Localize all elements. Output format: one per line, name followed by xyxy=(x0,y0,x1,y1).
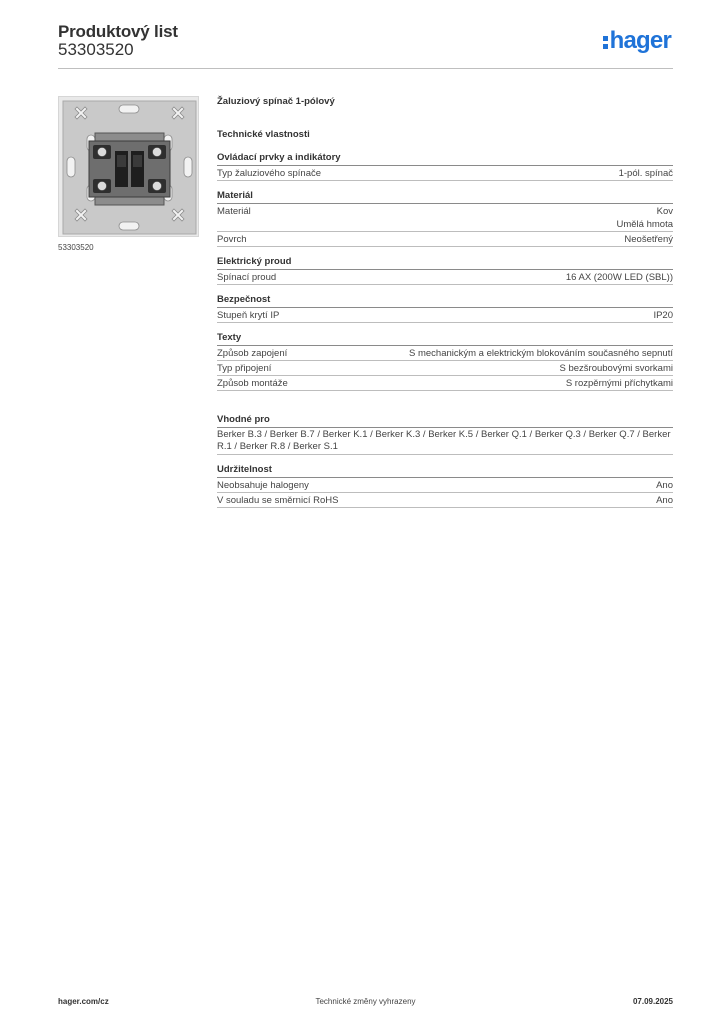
spec-row xyxy=(217,232,673,247)
section-title: Elektrický proud xyxy=(217,256,673,270)
spec-row xyxy=(217,361,673,376)
logo-dots-icon xyxy=(603,33,609,49)
spec-row xyxy=(217,270,673,285)
spec-row xyxy=(217,204,673,232)
spec-value xyxy=(617,205,674,231)
section-suitable-for xyxy=(217,414,673,455)
section-safety xyxy=(217,294,673,323)
spec-value-line: Kov xyxy=(656,206,673,217)
spec-value: S rozpěrnými příchytkami xyxy=(565,378,673,389)
product-name: Žaluziový spínač 1-pólový xyxy=(217,96,335,107)
spec-label: Spínací proud xyxy=(217,272,277,283)
section-electrical xyxy=(217,256,673,285)
section-controls xyxy=(217,152,673,181)
section-title: Texty xyxy=(217,332,673,346)
spec-row xyxy=(217,308,673,323)
image-caption: 53303520 xyxy=(58,243,94,252)
spec-row xyxy=(217,346,673,361)
section-title: Udržitelnost xyxy=(217,464,673,478)
spec-label: Typ žaluziového spínače xyxy=(217,168,322,179)
spec-label: V souladu se směrnicí RoHS xyxy=(217,495,339,506)
spec-value: Neošetřený xyxy=(624,234,673,245)
section-title: Vhodné pro xyxy=(217,414,673,428)
product-image xyxy=(58,96,199,237)
spec-row xyxy=(217,493,673,508)
section-title: Materiál xyxy=(217,190,673,204)
logo-text: hager xyxy=(609,27,671,54)
page-footer xyxy=(58,997,673,1011)
compatible-series-list: Berker B.3 / Berker B.7 / Berker K.1 / Berker K.3 / Berker K.5 / Berker Q.1 / Berker Q.3 / Berker Q.7 / Berker R.1 / Berker R.8 / Berker S.1 xyxy=(217,428,673,455)
section-texts xyxy=(217,332,673,391)
technical-properties-heading: Technické vlastnosti xyxy=(217,129,310,140)
spec-row xyxy=(217,376,673,391)
spec-value-line: Umělá hmota xyxy=(616,219,673,230)
product-details xyxy=(217,96,673,517)
spec-label: Povrch xyxy=(217,234,247,245)
spec-label: Způsob montáže xyxy=(217,378,288,389)
footer-website-link[interactable]: hager.com/cz xyxy=(58,997,109,1006)
header-divider xyxy=(58,68,673,69)
spec-value: IP20 xyxy=(653,310,673,321)
spec-label: Materiál xyxy=(217,206,251,217)
spec-row xyxy=(217,478,673,493)
spec-value: 16 AX (200W LED (SBL)) xyxy=(565,272,673,283)
spec-value: Ano xyxy=(656,495,673,506)
page-header xyxy=(58,20,673,68)
spec-value: 1-pól. spínač xyxy=(618,168,673,179)
spec-value: S bezšroubovými svorkami xyxy=(559,363,673,374)
spec-row xyxy=(217,166,673,181)
product-number: 53303520 xyxy=(58,40,134,59)
document-title: Produktový list xyxy=(58,22,178,41)
spec-value: S mechanickým a elektrickým blokováním současného sepnutí xyxy=(408,348,673,359)
hager-logo xyxy=(603,28,671,54)
section-material xyxy=(217,190,673,247)
spec-label: Způsob zapojení xyxy=(217,348,288,359)
spec-value: Ano xyxy=(656,480,673,491)
section-title: Ovládací prvky a indikátory xyxy=(217,152,673,166)
section-sustainability xyxy=(217,464,673,508)
switch-insert-illustration xyxy=(59,97,199,237)
footer-note: Technické změny vyhrazeny xyxy=(315,997,416,1006)
spec-label: Stupeň krytí IP xyxy=(217,310,280,321)
footer-date: 07.09.2025 xyxy=(632,997,673,1006)
section-title: Bezpečnost xyxy=(217,294,673,308)
spec-label: Neobsahuje halogeny xyxy=(217,480,309,491)
spec-label: Typ připojení xyxy=(217,363,272,374)
